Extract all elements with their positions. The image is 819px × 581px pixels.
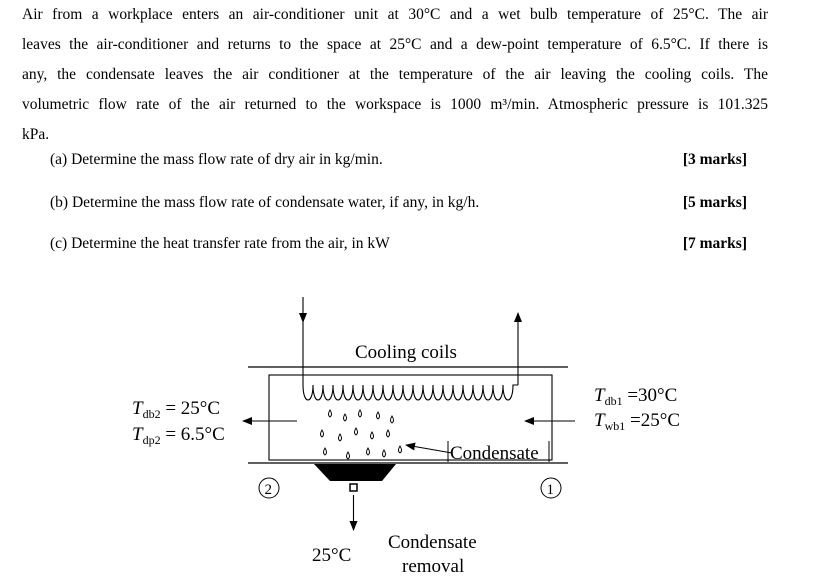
problem-line-4: volumetric flow rate of the air returned to the workspace is 1000 m³/min. Atmospheric pressure is 101.325 (22, 96, 768, 113)
problem-line-1: Air from a workplace enters an air-conditioner unit at 30°C and a wet bulb temperature of 25°C. The air (22, 6, 768, 23)
condensate-removal-label-2: removal (402, 556, 465, 577)
question-c: (c) Determine the heat transfer rate from the air, in kW (50, 235, 390, 252)
inlet-dry-bulb-label: $T_{db1} =30^\circ C$ (594, 385, 678, 408)
marks-c: [7 marks] (682, 235, 747, 252)
condensate-pointer-arrow (406, 445, 452, 453)
marks-b: [5 marks] (682, 194, 747, 211)
cooling-coil (303, 385, 518, 400)
problem-line-3: any, the condensate leaves the air conditioner at the temperature of the air leaving the cooling coils. The (22, 66, 768, 83)
exit-dew-point-label: $T_{dp2} = 6.5^\circ C$ (132, 424, 225, 447)
cooling-coils-label: Cooling coils (355, 342, 457, 363)
exit-dry-bulb-label: $T_{db2} = 25^\circ C$ (132, 398, 221, 421)
condensate-label: Condensate (450, 443, 539, 464)
problem-line-2: leaves the air-conditioner and returns to the space at 25°C and a dew-point temperature of 6.5°C. If there is (22, 36, 768, 53)
question-a: (a) Determine the mass flow rate of dry air in kg/min. (50, 151, 383, 168)
inlet-wet-bulb-label: $T_{wb1} =25^\circ C$ (594, 410, 680, 433)
state-2-label: 2 (264, 482, 272, 498)
condensate-droplets (321, 410, 402, 459)
marks-a: [3 marks] (682, 151, 747, 168)
drain-valve (350, 484, 357, 491)
condensate-removal-label-1: Condensate (388, 532, 477, 553)
condensate-pan (314, 464, 396, 481)
state-1-label: 1 (546, 482, 554, 498)
question-b: (b) Determine the mass flow rate of condensate water, if any, in kg/h. (50, 194, 480, 211)
drain-temperature: 25°C (312, 545, 352, 566)
problem-line-5: kPa. (22, 126, 50, 143)
